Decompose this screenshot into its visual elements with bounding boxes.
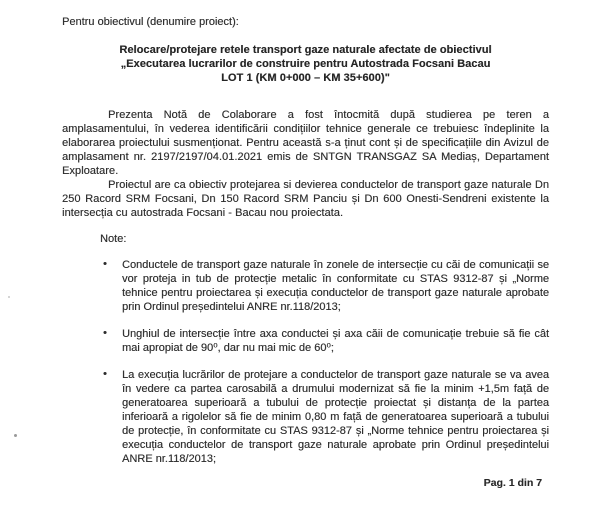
notes-label: Note: <box>100 233 127 245</box>
page-number: Pag. 1 din 7 <box>483 477 542 489</box>
bullet-list <box>62 258 549 466</box>
document-title <box>62 43 549 85</box>
list-item <box>62 327 549 355</box>
title-line: LOT 1 (KM 0+000 – KM 35+600)" <box>221 72 390 84</box>
title-line: „Executarea lucrarilor de construire pentru Autostrada Focsani Bacau <box>120 58 491 70</box>
paragraph: Prezenta Notă de Colaborare a fost întocmită după studierea pe teren a amplasamentului, în vederea identificării condițiilor tehnice generale ce trebuiesc îndeplinite la elaborarea proiectului susmenționat. Pentru această s-a ținut cont și de specificațiile din Avizul de amplasament nr. 2197/2197/04.01.2021 emis de SNTGN TRANSGAZ SA Mediaș, Departament Exploatare. <box>62 109 549 177</box>
intro-label: Pentru obiectivul (denumire proiect): <box>62 16 239 28</box>
bullet-text: La execuția lucrărilor de protejare a conductelor de transport gaze naturale se va avea în vedere ca partea carosabilă a drumului modernizat să fie la minim +1,5m față de generatoarea superioară a tubului de protecție proiectat și distanța de la partea inferioară a rigolelor să fie de minim 0,80 m față de generatoarea superioară a tubului de protecție, în conformitate cu STAS 9312-87 și „Norme tehnice pentru proiectarea și execuția conductelor de transport gaze naturale aprobate prin Ordinul președintelui ANRE nr.118/2013; <box>122 369 549 465</box>
scan-artifact <box>14 434 17 437</box>
bullet-text: Unghiul de intersecție între axa conductei și axa căii de comunicație trebuie să fie cât mai apropiat de 90⁰, dar nu mai mic de 60⁰; <box>122 328 549 354</box>
bullet-marker: • <box>103 368 107 380</box>
document-body <box>62 15 549 466</box>
list-item <box>62 368 549 466</box>
bullet-marker: • <box>103 258 107 270</box>
bullet-marker: • <box>103 327 107 339</box>
title-line: Relocare/protejare retele transport gaze naturale afectate de obiectivul <box>119 44 492 56</box>
bullet-text: Conductele de transport gaze naturale în zonele de intersecție cu căi de comunicații se vor proteja in tub de protecție metalic în conformitate cu STAS 9312-87 și „Norme tehnice pentru proiectarea și execuția conductelor de transport gaze naturale aprobate prin Ordinul președintelui ANRE nr.118/2013; <box>122 259 549 313</box>
list-item <box>62 258 549 314</box>
paragraph: Proiectul are ca obiectiv protejarea si devierea conductelor de transport gaze naturale Dn 250 Racord SRM Focsani, Dn 150 Racord SRM Panciu și Dn 600 Onesti-Sendreni existente la intersecția cu autostrada Focsani - Bacau nou proiectata. <box>62 179 549 219</box>
scan-artifact <box>8 296 10 298</box>
